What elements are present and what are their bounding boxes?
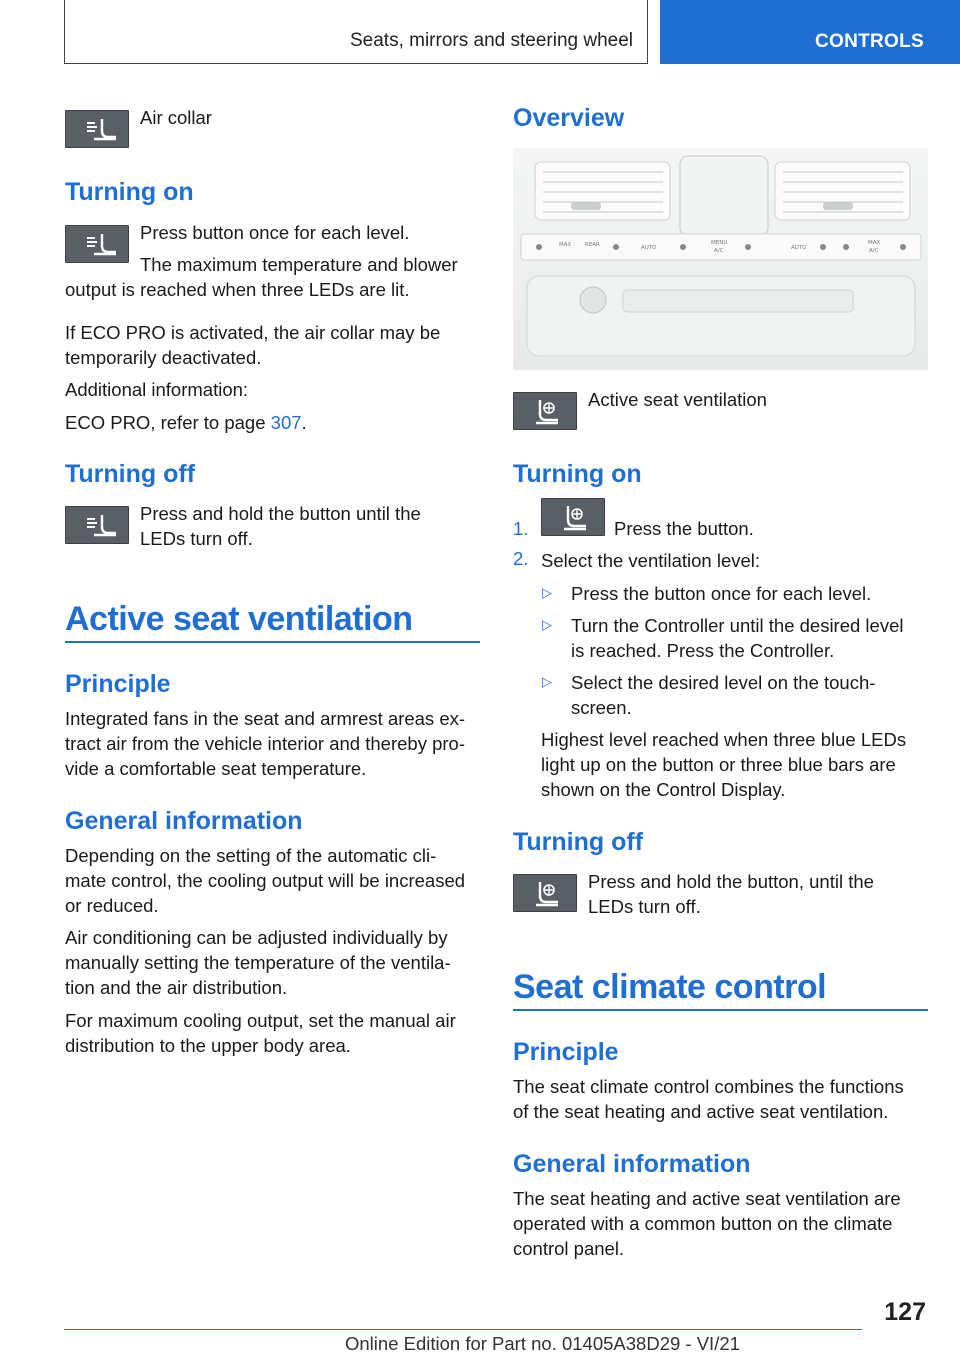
turning-on-line1: Press button once for each level. [140, 222, 410, 243]
title-active-seat-ventilation: Active seat ventilation [65, 600, 413, 638]
highest-level-1: Highest level reached when three blue LEDs [541, 729, 907, 750]
edition-footer: Online Edition for Part no. 01405A38D29 - VI/21 [345, 1333, 740, 1354]
heading-turning-on-left: Turning on [65, 178, 194, 206]
general-text-6: tion and the air distribution. [65, 977, 288, 998]
eco-pro-reference [65, 410, 307, 435]
bullet-1: Press the button once for each level. [571, 583, 872, 604]
panel-label: MENU [711, 240, 728, 246]
principle-text-3: vide a comfortable seat temperature. [65, 758, 367, 779]
step1-text: Press the button. [614, 518, 754, 539]
panel-label: REAR [585, 242, 600, 248]
seat-climate-principle-1: The seat climate control combines the functions [513, 1076, 904, 1097]
seat-climate-general-1: The seat heating and active seat ventilation are [513, 1188, 901, 1209]
step-number-1: 1. [513, 518, 529, 539]
heading-principle-right: Principle [513, 1038, 619, 1066]
highest-level-3: shown on the Control Display. [541, 779, 786, 800]
heading-overview: Overview [513, 104, 625, 132]
step-number-2: 2. [513, 548, 529, 569]
active-vent-label: Active seat ventilation [588, 389, 767, 410]
air-collar-button-icon [65, 225, 129, 263]
turning-off-right-line2: LEDs turn off. [588, 896, 701, 917]
general-text-5: manually setting the temperature of the ventila- [65, 952, 451, 973]
principle-text-2: tract air from the vehicle interior and thereby pro- [65, 733, 465, 754]
footer-rule [64, 1329, 862, 1330]
general-text-2: mate control, the cooling output will be increased [65, 870, 466, 891]
general-text-7: For maximum cooling output, set the manual air [65, 1010, 456, 1031]
eco-ref-suffix: . [301, 412, 307, 433]
tab-label: CONTROLS [815, 31, 925, 52]
highest-level-2: light up on the button or three blue bars are [541, 754, 896, 775]
general-text-4: Air conditioning can be adjusted individually by [65, 927, 448, 948]
section-tab-controls[interactable] [660, 0, 960, 64]
seat-ventilation-button-icon [541, 498, 605, 536]
bullet-2a: Turn the Controller until the desired level [571, 615, 904, 636]
heading-turning-off-right: Turning off [513, 828, 644, 856]
bullet-triangle-icon: ▷ [542, 617, 552, 632]
turning-on-line2a: The maximum temperature and blower [140, 254, 458, 275]
bullet-3a: Select the desired level on the touch- [571, 672, 876, 693]
seat-ventilation-button-icon [513, 392, 577, 430]
principle-text-1: Integrated fans in the seat and armrest areas ex- [65, 708, 466, 729]
seat-climate-general-2: operated with a common button on the climate [513, 1213, 893, 1234]
general-text-3: or reduced. [65, 895, 159, 916]
title-underline [65, 641, 480, 643]
panel-label: AUTO [791, 245, 807, 251]
air-collar-button-icon [65, 110, 129, 148]
seat-climate-principle-2: of the seat heating and active seat ventilation. [513, 1101, 889, 1122]
turning-off-line2: LEDs turn off. [140, 528, 253, 549]
section-title: Seats, mirrors and steering wheel [349, 30, 633, 51]
header-section-box [64, 0, 648, 64]
step2-text: Select the ventilation level: [541, 550, 761, 571]
heading-turning-off-left: Turning off [65, 460, 196, 488]
panel-label: MAX [559, 242, 572, 248]
eco-pro-note-2: temporarily deactivated. [65, 347, 262, 368]
turning-off-right-line1: Press and hold the button, until the [588, 871, 874, 892]
heading-general-info-right: General information [513, 1150, 751, 1178]
climate-control-panel-photo [513, 148, 928, 370]
eco-ref-prefix: ECO PRO, refer to page [65, 412, 271, 433]
eco-pro-note-1: If ECO PRO is activated, the air collar may be [65, 322, 441, 343]
title-seat-climate-control: Seat climate control [513, 968, 827, 1006]
bullet-triangle-icon: ▷ [542, 674, 552, 689]
air-collar-label: Air collar [140, 107, 212, 128]
general-text-1: Depending on the setting of the automatic cli- [65, 845, 437, 866]
bullet-3b: screen. [571, 697, 632, 718]
heading-general-info-left: General information [65, 807, 303, 835]
panel-label: AUTO [641, 245, 657, 251]
seat-climate-general-3: control panel. [513, 1238, 625, 1259]
turning-off-line1: Press and hold the button until the [140, 503, 421, 524]
panel-label: A/C [714, 248, 724, 254]
air-collar-button-icon [65, 506, 129, 544]
page-link-307[interactable]: 307 [270, 412, 302, 433]
panel-label: A/C [869, 248, 879, 254]
bullet-2b: is reached. Press the Controller. [571, 640, 835, 661]
title-underline [513, 1009, 928, 1011]
page-number: 127 [884, 1298, 926, 1326]
heading-turning-on-right: Turning on [513, 460, 642, 488]
turning-on-line2b: output is reached when three LEDs are lit. [65, 279, 410, 300]
general-text-8: distribution to the upper body area. [65, 1035, 351, 1056]
heading-principle-left: Principle [65, 670, 171, 698]
bullet-triangle-icon: ▷ [542, 585, 552, 600]
additional-info-label: Additional information: [65, 379, 249, 400]
seat-ventilation-button-icon [513, 874, 577, 912]
panel-label: MAX [868, 240, 881, 246]
